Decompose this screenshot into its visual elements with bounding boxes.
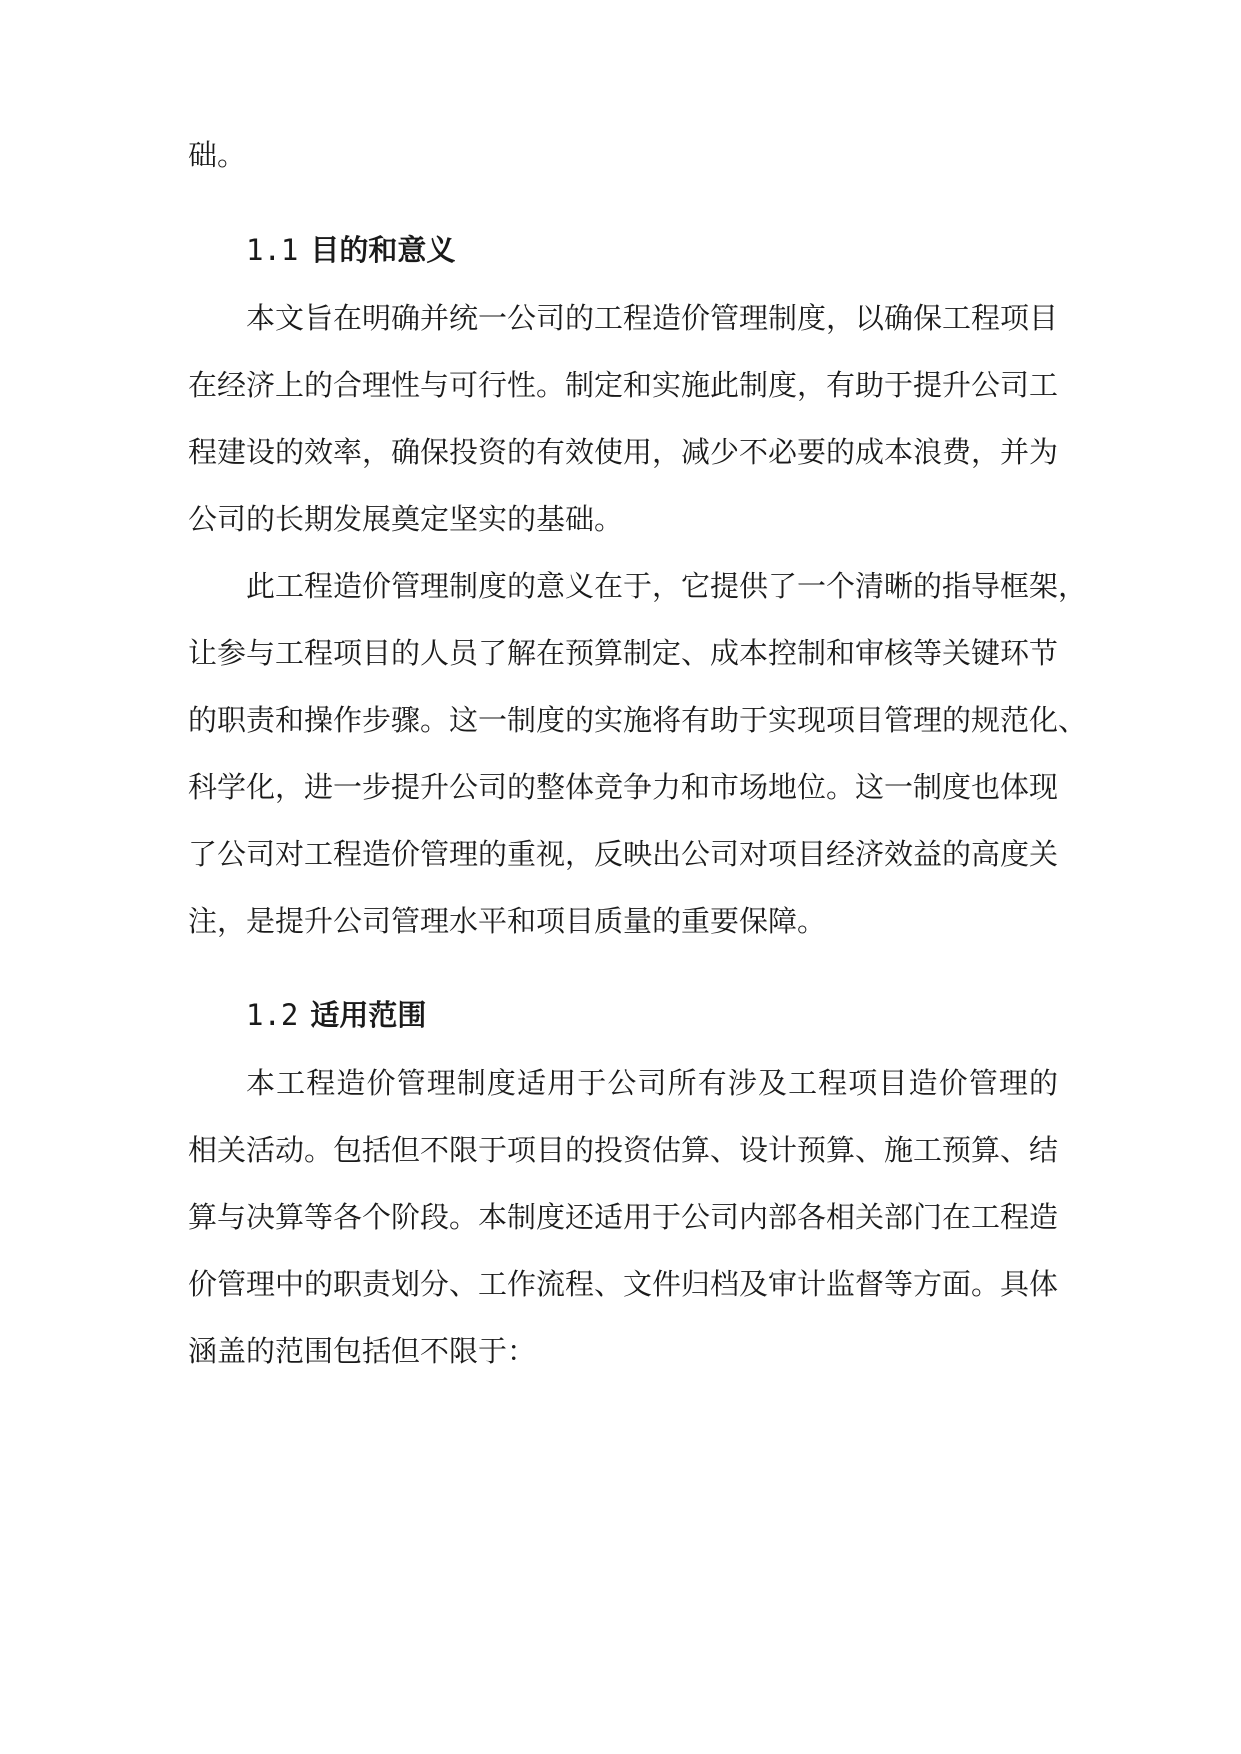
text-line: 此工程造价管理制度的意义在于，它提供了一个清晰的指导框架， bbox=[246, 569, 1088, 603]
section-heading bbox=[246, 995, 426, 1035]
text-line: 算与决算等各个阶段。本制度还适用于公司内部各相关部门在工程造 bbox=[188, 1200, 1059, 1234]
text-line: 本工程造价管理制度适用于公司所有涉及工程项目造价管理的 bbox=[246, 1066, 1058, 1100]
text-line: 让参与工程项目的人员了解在预算制定、成本控制和审核等关键环节 bbox=[188, 636, 1059, 670]
section-number: 1.2 bbox=[246, 998, 299, 1032]
text-line: 涵盖的范围包括但不限于： bbox=[188, 1334, 537, 1368]
text-line: 注，是提升公司管理水平和项目质量的重要保障。 bbox=[188, 904, 827, 938]
text-line: 础。 bbox=[188, 138, 247, 172]
section-title: 目的和意义 bbox=[310, 233, 456, 267]
text-line: 公司的长期发展奠定坚实的基础。 bbox=[188, 502, 624, 536]
text-line: 在经济上的合理性与可行性。制定和实施此制度，有助于提升公司工 bbox=[188, 368, 1059, 402]
text-line: 了公司对工程造价管理的重视，反映出公司对项目经济效益的高度关 bbox=[188, 837, 1059, 871]
text-line: 科学化，进一步提升公司的整体竞争力和市场地位。这一制度也体现 bbox=[188, 770, 1059, 804]
text-line: 本文旨在明确并统一公司的工程造价管理制度，以确保工程项目 bbox=[246, 301, 1059, 335]
section-heading bbox=[246, 230, 455, 270]
text-line: 相关活动。包括但不限于项目的投资估算、设计预算、施工预算、结 bbox=[188, 1133, 1059, 1167]
text-line: 的职责和操作步骤。这一制度的实施将有助于实现项目管理的规范化、 bbox=[188, 703, 1088, 737]
text-line: 价管理中的职责划分、工作流程、文件归档及审计监督等方面。具体 bbox=[188, 1267, 1059, 1301]
section-number: 1.1 bbox=[246, 233, 299, 267]
section-title: 适用范围 bbox=[310, 998, 427, 1032]
text-line: 程建设的效率，确保投资的有效使用，减少不必要的成本浪费，并为 bbox=[188, 435, 1059, 469]
